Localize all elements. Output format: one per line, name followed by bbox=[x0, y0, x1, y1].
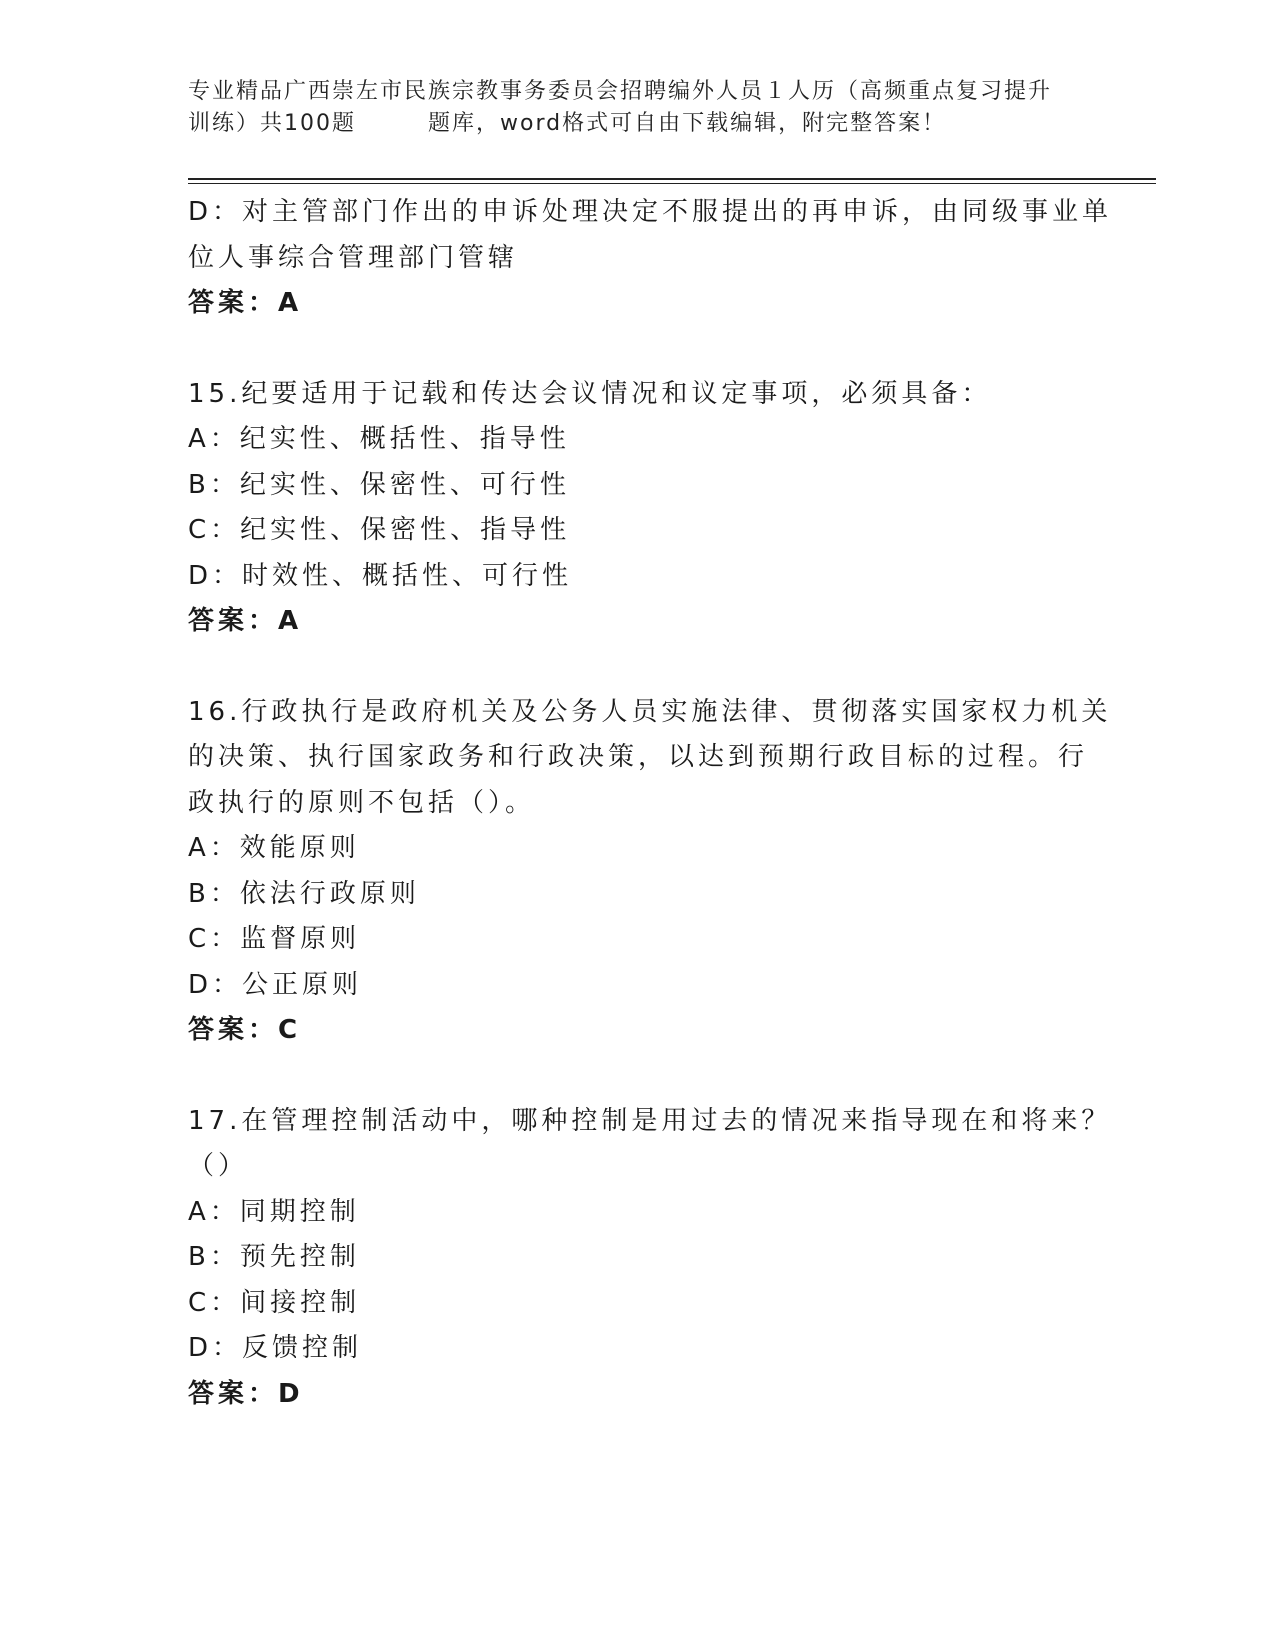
option-c: C：间接控制 bbox=[188, 1287, 361, 1318]
answer-label: 答案：A bbox=[188, 288, 303, 318]
question-17 bbox=[188, 1099, 1112, 1418]
option-d-continued: 位人事综合管理部门管辖 bbox=[188, 242, 519, 273]
option-d: D：公正原则 bbox=[188, 969, 363, 1000]
header-title-line-1: 专业精品广西崇左市民族宗教事务委员会招聘编外人员１人历（高频重点复习提升 bbox=[188, 79, 1053, 104]
question-stem-continued: （） bbox=[188, 1151, 249, 1181]
question-15 bbox=[188, 372, 1088, 645]
header-title-line-2: 训练）共100题 题库，word格式可自由下载编辑，附完整答案！ bbox=[188, 111, 947, 136]
answer-label: 答案：D bbox=[188, 1378, 304, 1409]
question-stem-continued: 的决策、执行国家政务和行政决策，以达到预期行政目标的过程。行 bbox=[188, 742, 1089, 772]
option-b: B：纪实性、保密性、可行性 bbox=[188, 469, 570, 500]
option-c: C：监督原则 bbox=[188, 924, 361, 954]
option-d: D：对主管部门作出的申诉处理决定不服提出的再申诉，由同级事业单 bbox=[188, 197, 1113, 227]
answer-label: 答案：C bbox=[188, 1015, 302, 1045]
question-prev-continued bbox=[188, 190, 1113, 327]
header-divider bbox=[188, 178, 1156, 184]
spacer bbox=[188, 1054, 1088, 1099]
option-a: A：同期控制 bbox=[188, 1196, 360, 1227]
option-b: B：依法行政原则 bbox=[188, 878, 420, 909]
option-b: B：预先控制 bbox=[188, 1242, 360, 1272]
answer-label: 答案：A bbox=[188, 606, 303, 636]
option-d: D：反馈控制 bbox=[188, 1333, 363, 1363]
question-stem: 17.在管理控制活动中，哪种控制是用过去的情况来指导现在和将来？ bbox=[188, 1105, 1112, 1136]
option-a: A：效能原则 bbox=[188, 833, 360, 863]
spacer bbox=[188, 645, 1088, 690]
document-body bbox=[188, 190, 1113, 1417]
question-16 bbox=[188, 690, 1112, 1054]
question-stem-continued: 政执行的原则不包括（）。 bbox=[188, 787, 536, 818]
option-c: C：纪实性、保密性、指导性 bbox=[188, 515, 571, 545]
spacer bbox=[188, 327, 1088, 372]
page-header bbox=[188, 76, 1088, 140]
option-d: D：时效性、概括性、可行性 bbox=[188, 560, 573, 591]
question-stem: 16.行政执行是政府机关及公务人员实施法律、贯彻落实国家权力机关 bbox=[188, 696, 1112, 727]
question-stem: 15.纪要适用于记载和传达会议情况和议定事项，必须具备： bbox=[188, 378, 992, 409]
option-a: A：纪实性、概括性、指导性 bbox=[188, 424, 570, 454]
